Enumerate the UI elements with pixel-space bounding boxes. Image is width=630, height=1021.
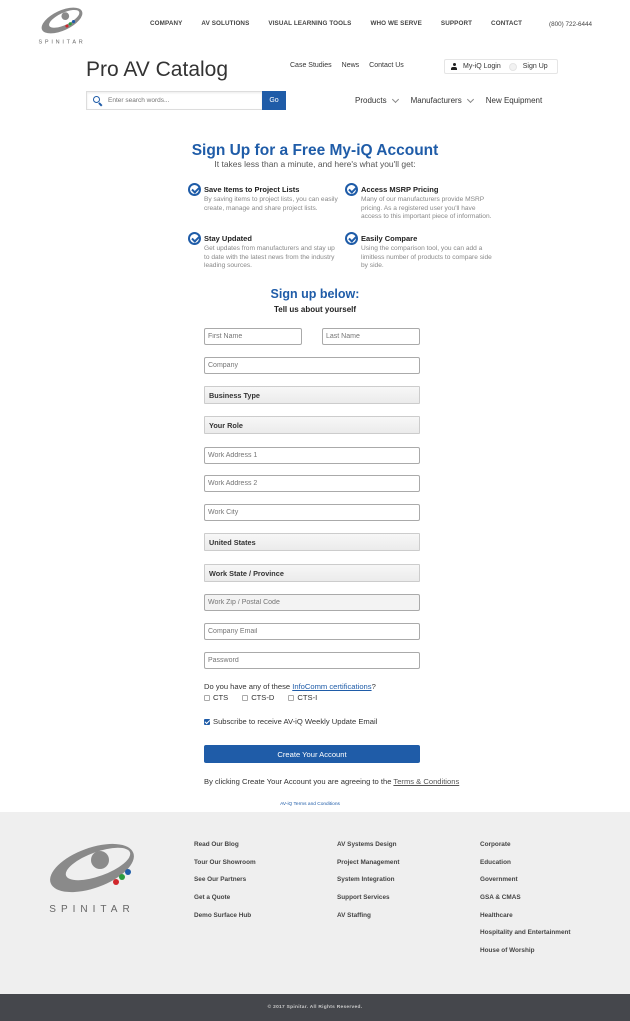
user-icon xyxy=(451,63,457,70)
catalog-subnav xyxy=(290,62,414,69)
footer-link[interactable]: GSA & CMAS xyxy=(480,894,521,902)
benefit-desc: Many of our manufacturers provide MSRP pricing. As a registered user you'll have access to this important piece of information. xyxy=(361,196,492,221)
separator-dot xyxy=(509,63,517,71)
company-field xyxy=(204,357,420,374)
nav-contact[interactable]: CONTACT xyxy=(491,20,523,27)
subscribe-checkbox[interactable] xyxy=(204,719,210,725)
svg-text:SPINITAR: SPINITAR xyxy=(49,904,135,915)
terms-agreement xyxy=(204,777,459,786)
cert-label: CTS-D xyxy=(251,693,275,702)
footer-link[interactable]: Hospitality and Entertainment xyxy=(480,929,571,937)
signup-link[interactable]: Sign Up xyxy=(522,63,548,70)
footer-link[interactable]: Project Management xyxy=(337,858,400,866)
benefit-title: Easily Compare xyxy=(361,234,418,243)
footer-col-services xyxy=(337,841,400,929)
cert-cts[interactable] xyxy=(204,693,228,702)
search-field xyxy=(86,91,262,110)
link-case-studies[interactable]: Case Studies xyxy=(290,62,332,69)
link-contact-us[interactable]: Contact Us xyxy=(369,62,404,69)
last-name-input[interactable] xyxy=(326,333,419,340)
password-field xyxy=(204,652,420,669)
footer-link[interactable]: AV Systems Design xyxy=(337,841,397,848)
company-email-input[interactable] xyxy=(208,628,419,635)
nav-support[interactable]: SUPPORT xyxy=(440,20,473,27)
form-title: Sign up below: xyxy=(270,287,360,301)
footer-link[interactable]: Healthcare xyxy=(480,911,513,919)
copyright-bar: © 2017 Spinitar. All Rights Reserved. xyxy=(0,994,630,1021)
subscribe-label: Subscribe to receive AV-iQ Weekly Update Email xyxy=(213,717,378,726)
infocomm-certifications-link[interactable]: InfoComm certifications xyxy=(292,682,372,691)
chevron-down-icon xyxy=(467,95,474,102)
phone-number[interactable]: (800) 722-6444 xyxy=(549,21,593,28)
footer-link[interactable]: House of Worship xyxy=(480,947,535,955)
catalog-title: Pro AV Catalog xyxy=(86,58,229,81)
work-city-field xyxy=(204,504,420,521)
footer xyxy=(0,812,630,994)
checkbox[interactable] xyxy=(288,695,294,701)
nav-av-solutions[interactable]: AV SOLUTIONS xyxy=(201,20,250,27)
checkbox[interactable] xyxy=(204,695,210,701)
form-subtitle: Tell us about yourself xyxy=(273,305,357,314)
subscribe-option[interactable] xyxy=(204,717,377,726)
cert-question-mark: ? xyxy=(371,682,376,691)
cert-question-text: Do you have any of these xyxy=(204,682,293,691)
work-city-input[interactable] xyxy=(208,509,419,516)
company-input[interactable] xyxy=(208,362,419,369)
hero-title: Sign Up for a Free My-iQ Account xyxy=(191,142,439,159)
cert-cts-d[interactable] xyxy=(242,693,274,702)
work-address-1-field xyxy=(204,447,420,464)
benefit-title: Access MSRP Pricing xyxy=(361,185,439,194)
cert-options xyxy=(204,693,331,702)
nav-manufacturers[interactable] xyxy=(411,96,473,105)
work-zip-field xyxy=(204,594,420,611)
footer-link[interactable]: Corporate xyxy=(480,841,511,848)
check-circle-icon xyxy=(188,183,201,196)
search-input[interactable] xyxy=(108,97,258,104)
password-input[interactable] xyxy=(208,657,419,664)
hero-subtitle: It takes less than a minute, and here's what you'll get: xyxy=(214,159,416,169)
work-address-2-field xyxy=(204,475,420,492)
search-go-button[interactable]: Go xyxy=(262,91,286,110)
link-news[interactable]: News xyxy=(341,62,360,69)
top-nav xyxy=(150,20,541,27)
footer-link[interactable]: Education xyxy=(480,858,511,866)
footer-link[interactable]: Demo Surface Hub xyxy=(194,911,252,919)
nav-new-equipment-label: New Equipment xyxy=(485,96,543,105)
footer-link[interactable]: Government xyxy=(480,876,518,884)
first-name-input[interactable] xyxy=(208,333,301,340)
work-state-select[interactable]: Work State / Province xyxy=(204,564,420,582)
check-circle-icon xyxy=(345,232,358,245)
your-role-select[interactable]: Your Role xyxy=(204,416,420,434)
benefit-desc: Using the comparison tool, you can add a limitless number of products to compare side by side. xyxy=(361,245,492,270)
login-link[interactable]: My-iQ Login xyxy=(463,63,501,70)
nav-who-we-serve[interactable]: WHO WE SERVE xyxy=(370,20,422,27)
chevron-down-icon xyxy=(392,95,399,102)
nav-company[interactable]: COMPANY xyxy=(150,20,183,27)
footer-link[interactable]: Tour Our Showroom xyxy=(194,858,256,866)
nav-visual-learning-tools[interactable]: VISUAL LEARNING TOOLS xyxy=(268,20,352,27)
footer-link[interactable]: Get a Quote xyxy=(194,894,231,902)
catalog-main-nav xyxy=(355,96,555,105)
footer-link[interactable]: AV Staffing xyxy=(337,911,371,919)
spinitar-footer-logo[interactable] xyxy=(46,840,138,920)
check-circle-icon xyxy=(345,183,358,196)
agree-text: By clicking Create Your Account you are agreeing to the xyxy=(204,777,394,786)
footer-link[interactable]: See Our Partners xyxy=(194,876,247,884)
company-email-field xyxy=(204,623,420,640)
checkbox[interactable] xyxy=(242,695,248,701)
avi-terms-link[interactable]: AV-iQ Terms and Conditions xyxy=(280,802,340,807)
cert-label: CTS-I xyxy=(297,693,318,702)
footer-link[interactable]: System Integration xyxy=(337,876,395,884)
svg-text:SPINITAR: SPINITAR xyxy=(38,39,86,46)
cert-cts-i[interactable] xyxy=(288,693,317,702)
footer-col-resources xyxy=(194,841,256,929)
nav-manufacturers-label: Manufacturers xyxy=(410,96,462,105)
spinitar-logo[interactable] xyxy=(34,4,90,48)
work-address-2-input[interactable] xyxy=(208,480,419,487)
benefit-desc: Get updates from manufacturers and stay up to date with the latest news from the industry leading sources. xyxy=(204,245,335,270)
create-account-button[interactable]: Create Your Account xyxy=(204,745,420,763)
terms-conditions-link[interactable]: Terms & Conditions xyxy=(393,777,460,786)
search-icon xyxy=(93,96,102,105)
nav-products-label: Products xyxy=(355,96,387,105)
nav-new-equipment[interactable] xyxy=(486,96,542,105)
search-bar xyxy=(86,91,286,110)
cert-question xyxy=(204,682,376,691)
check-circle-icon xyxy=(188,232,201,245)
first-name-field xyxy=(204,328,302,345)
top-bar xyxy=(0,0,630,50)
benefit-title: Save Items to Project Lists xyxy=(204,185,300,194)
last-name-field xyxy=(322,328,420,345)
business-type-select[interactable]: Business Type xyxy=(204,386,420,404)
account-box xyxy=(444,59,558,74)
work-zip-input[interactable] xyxy=(208,599,419,606)
footer-link[interactable]: Read Our Blog xyxy=(194,841,239,848)
work-address-1-input[interactable] xyxy=(208,452,419,459)
cert-label: CTS xyxy=(213,693,229,702)
country-select[interactable]: United States xyxy=(204,533,420,551)
footer-link[interactable]: Support Services xyxy=(337,894,390,902)
benefit-title: Stay Updated xyxy=(204,234,252,243)
nav-products[interactable] xyxy=(355,96,398,105)
footer-col-industries xyxy=(480,841,571,965)
benefit-desc: By saving items to project lists, you can easily create, manage and share project lists. xyxy=(204,196,338,212)
